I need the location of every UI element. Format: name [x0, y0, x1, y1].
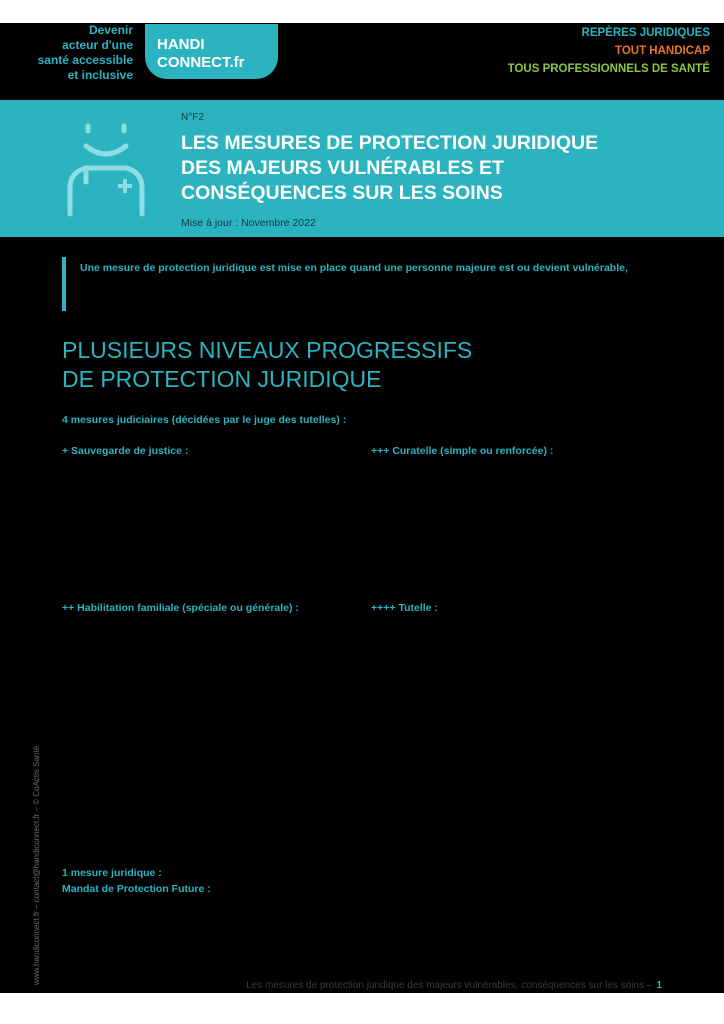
tag-tous-professionnels: TOUS PROFESSIONNELS DE SANTÉ	[507, 63, 710, 75]
heading-line: DE PROTECTION JURIDIQUE	[62, 366, 382, 392]
tagline	[20, 23, 133, 83]
heading-line: PLUSIEURS NIVEAUX PROGRESSIFS	[62, 337, 473, 363]
measure-mandat: Mandat de Protection Future :	[62, 883, 211, 895]
title-line: DES MAJEURS VULNÉRABLES ET	[181, 157, 504, 179]
footer-text: Les mesures de protection juridique des majeurs vulnérables, conséquences sur les soins –	[246, 980, 653, 991]
legal-measure-intro: 1 mesure juridique :	[62, 867, 162, 879]
intro-text: Une mesure de protection juridique est mise en place quand une personne majeure est ou devient vulnérable,	[80, 262, 628, 274]
tag-reperes-juridiques: REPÈRES JURIDIQUES	[581, 27, 710, 39]
page-number: 1	[656, 980, 662, 991]
page-title	[181, 131, 701, 206]
document-page	[0, 23, 724, 993]
section-heading	[62, 336, 472, 394]
logo-line-1: HANDI	[157, 36, 205, 53]
title-banner	[0, 100, 724, 237]
title-line: LES MESURES DE PROTECTION JURIDIQUE	[181, 132, 599, 154]
measure-curatelle: +++ Curatelle (simple ou renforcée) :	[371, 445, 554, 457]
title-line: CONSÉQUENCES SUR LES SOINS	[181, 182, 503, 204]
update-date: Mise à jour : Novembre 2022	[181, 217, 316, 229]
measure-tutelle: ++++ Tutelle :	[371, 602, 438, 614]
intro-accent-bar	[62, 257, 66, 311]
sidebar-credits: www.handiconnect.fr – contact@handiconnect.fr – © CoActis Santé	[32, 745, 41, 985]
measure-habilitation: ++ Habilitation familiale (spéciale ou générale) :	[62, 602, 299, 614]
tagline-line: santé accessible	[37, 53, 133, 67]
tagline-line: Devenir	[88, 23, 133, 37]
tagline-line: et inclusive	[67, 68, 133, 82]
page-footer	[246, 980, 662, 991]
health-professional-icon	[60, 118, 152, 218]
tagline-line: acteur d'une	[62, 38, 133, 52]
measure-sauvegarde: + Sauvegarde de justice :	[62, 445, 189, 457]
logo-line-2: CONNECT.fr	[157, 54, 245, 71]
tag-tout-handicap: TOUT HANDICAP	[615, 45, 710, 57]
handiconnect-logo[interactable]	[145, 24, 278, 79]
judicial-measures-intro: 4 mesures judiciaires (décidées par le juge des tutelles) :	[62, 414, 347, 426]
category-tags	[508, 24, 710, 78]
sheet-number: N°F2	[181, 112, 204, 123]
